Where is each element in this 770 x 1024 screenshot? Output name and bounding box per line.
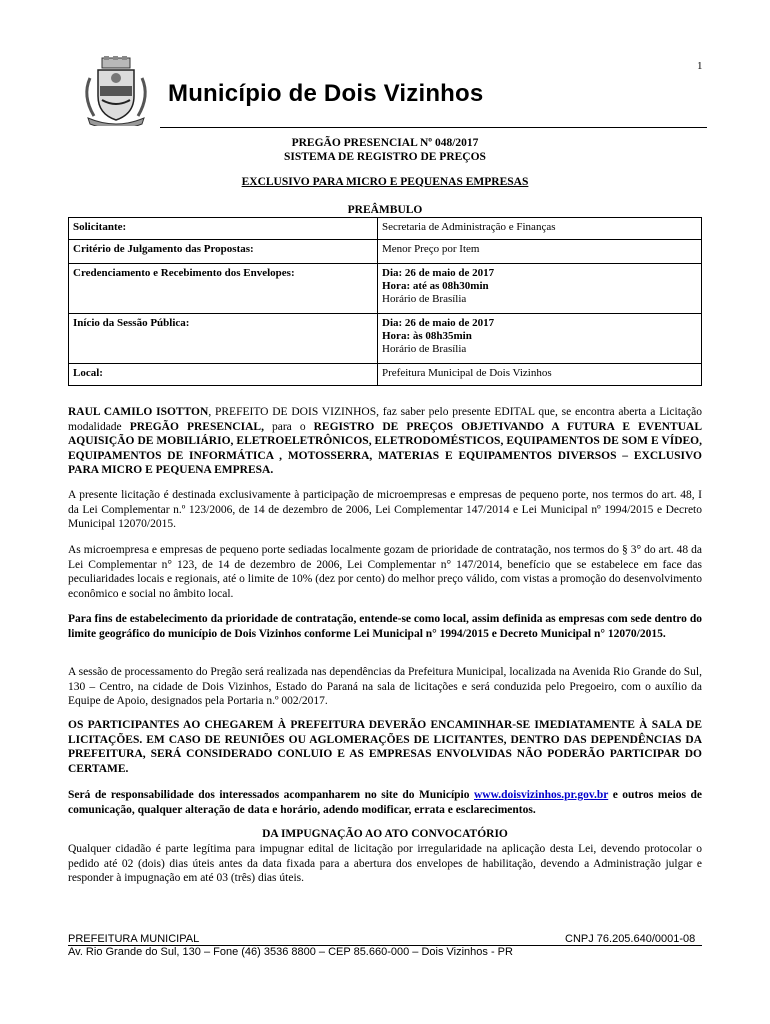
pregao-number: PREGÃO PRESENCIAL Nº 048/2017 xyxy=(291,137,479,149)
row-value: Dia: 26 de maio de 2017 Hora: até as 08h30min Horário de Brasília xyxy=(378,264,702,314)
row-label: Início da Sessão Pública: xyxy=(69,314,378,364)
row-value: Menor Preço por Item xyxy=(378,240,702,264)
registry-system: SISTEMA DE REGISTRO DE PREÇOS xyxy=(284,151,486,163)
preamble-heading: PREÂMBULO xyxy=(347,204,423,216)
table-row xyxy=(69,264,702,314)
header-rule xyxy=(160,127,707,128)
row-label: Local: xyxy=(69,364,378,386)
exclusive-participation-paragraph: A presente licitação é destinada exclusivamente à participação de microempresas e empresas de pequeno porte, nos termos do art. 48, I da Lei Complementar n.º 123/2006, de 14 de dezembro de 2006, Lei Complementar 147/2014 e Lei Municipal nº 1994/2015 e Decreto Municipal 12070/2015. xyxy=(68,489,702,530)
municipality-title: Município de Dois Vizinhos xyxy=(168,80,484,107)
row-label: Credenciamento e Recebimento dos Envelopes: xyxy=(69,264,378,314)
local-definition-paragraph: Para fins de estabelecimento da prioridade de contratação, entende-se como local, assim definida as empresas com sede dentro do limite geográfico do município de Dois Vizinhos conforme Lei Municipal n° 1994/2015 e Decreto Municipal n° 12070/2015. xyxy=(68,613,702,640)
row-value: Prefeitura Municipal de Dois Vizinhos xyxy=(378,364,702,386)
row-value: Secretaria de Administração e Finanças xyxy=(378,218,702,240)
impugnacao-heading: DA IMPUGNAÇÃO AO ATO CONVOCATÓRIO xyxy=(262,828,508,840)
responsibility-paragraph: Será de responsabilidade dos interessados acompanharem no site do Município www.doisvizinhos.pr.gov.br e outros meios de comunicação, qualquer alteração de data e horário, adendo modificar, errata e esclarecimentos. xyxy=(68,789,702,816)
edital-intro-paragraph: RAUL CAMILO ISOTTON, PREFEITO DE DOIS VIZINHOS, faz saber pelo presente EDITAL que, se encontra aberta a Licitação modalidade PREGÃO PRESENCIAL, para o REGISTRO DE PREÇOS OBJETIVANDO A FUTURA E EVENTUAL AQUISIÇÃO DE MOBILIÁRIO, ELETROELETRÔNICOS, ELETRODOMÉSTICOS, EQUIPAMENTOS DE SOM E VÍDEO, EQUIPAMENTOS DE INFORMÁTICA , MOTOSSERRA, MATERIAS E EQUIPAMENTOS DIVERSOS – EXCLUSIVO PARA MICRO E PEQUENA EMPRESA. xyxy=(68,406,703,476)
row-label: Solicitante: xyxy=(69,218,378,240)
participants-warning-paragraph: OS PARTICIPANTES AO CHEGAREM À PREFEITURA DEVERÃO ENCAMINHAR-SE IMEDIATAMENTE À SALA DE LICITAÇÕES. EM CASO DE REUNIÕES OU AGLOMERAÇÕES DE LICITANTES, DENTRO DAS DEPENDÊNCIAS DA PREFEITURA, SERÁ CONSIDERADO CONLUIO E AS EMPRESAS ENVOLVIDAS NÃO PODERÃO PARTICIPAR DO CERTAME. xyxy=(68,719,702,775)
municipality-website-link[interactable]: www.doisvizinhos.pr.gov.br xyxy=(473,789,609,801)
footer-org: PREFEITURA MUNICIPAL xyxy=(68,933,200,945)
impugnacao-paragraph: Qualquer cidadão é parte legítima para impugnar edital de licitação por irregularidade na aplicação desta Lei, devendo protocolar o pedido até 02 (dois) dias úteis antes da data fixada para a abertura dos envelopes de habilitação, devendo a Administração julgar e responder à impugnação em até 03 (três) dias úteis. xyxy=(68,843,702,884)
table-row xyxy=(69,218,702,240)
local-priority-paragraph: As microempresa e empresas de pequeno porte sediadas localmente gozam de prioridade de contratação, nos termos do § 3° do art. 48 da Lei Complementar n° 123, de 14 de dezembro de 2006, Lei Complementar n° 147/2014, benefício que se estabelece em face das peculiaridades locais e regionais, até o limite de 10% (dez por cento) do melhor preço válido, com vistas a promoção do desenvolvimento econômico e social no âmbito local. xyxy=(68,544,702,600)
table-row xyxy=(69,314,702,364)
municipal-coat-of-arms-icon xyxy=(80,56,152,126)
preamble-table xyxy=(68,217,702,386)
row-value: Dia: 26 de maio de 2017 Hora: às 08h35min Horário de Brasília xyxy=(378,314,702,364)
session-location-paragraph: A sessão de processamento do Pregão será realizada nas dependências da Prefeitura Municipal, localizada na Avenida Rio Grande do Sul, 130 – Centro, na cidade de Dois Vizinhos, Estado do Paraná na sala de licitações e será conduzida pelo Pregoeiro, com o auxílio da Equipe de Apoio, designados pela Portaria n.º 002/2017. xyxy=(68,666,702,707)
mayor-name: RAUL CAMILO ISOTTON xyxy=(68,406,209,418)
table-row xyxy=(69,364,702,386)
table-row xyxy=(69,240,702,264)
exclusive-heading: EXCLUSIVO PARA MICRO E PEQUENAS EMPRESAS xyxy=(241,176,529,188)
row-label: Critério de Julgamento das Propostas: xyxy=(69,240,378,264)
page-number: 1 xyxy=(697,60,703,72)
footer-cnpj: CNPJ 76.205.640/0001-08 xyxy=(565,933,696,945)
footer-address: Av. Rio Grande do Sul, 130 – Fone (46) 3536 8800 – CEP 85.660-000 – Dois Vizinhos - PR xyxy=(68,946,513,958)
